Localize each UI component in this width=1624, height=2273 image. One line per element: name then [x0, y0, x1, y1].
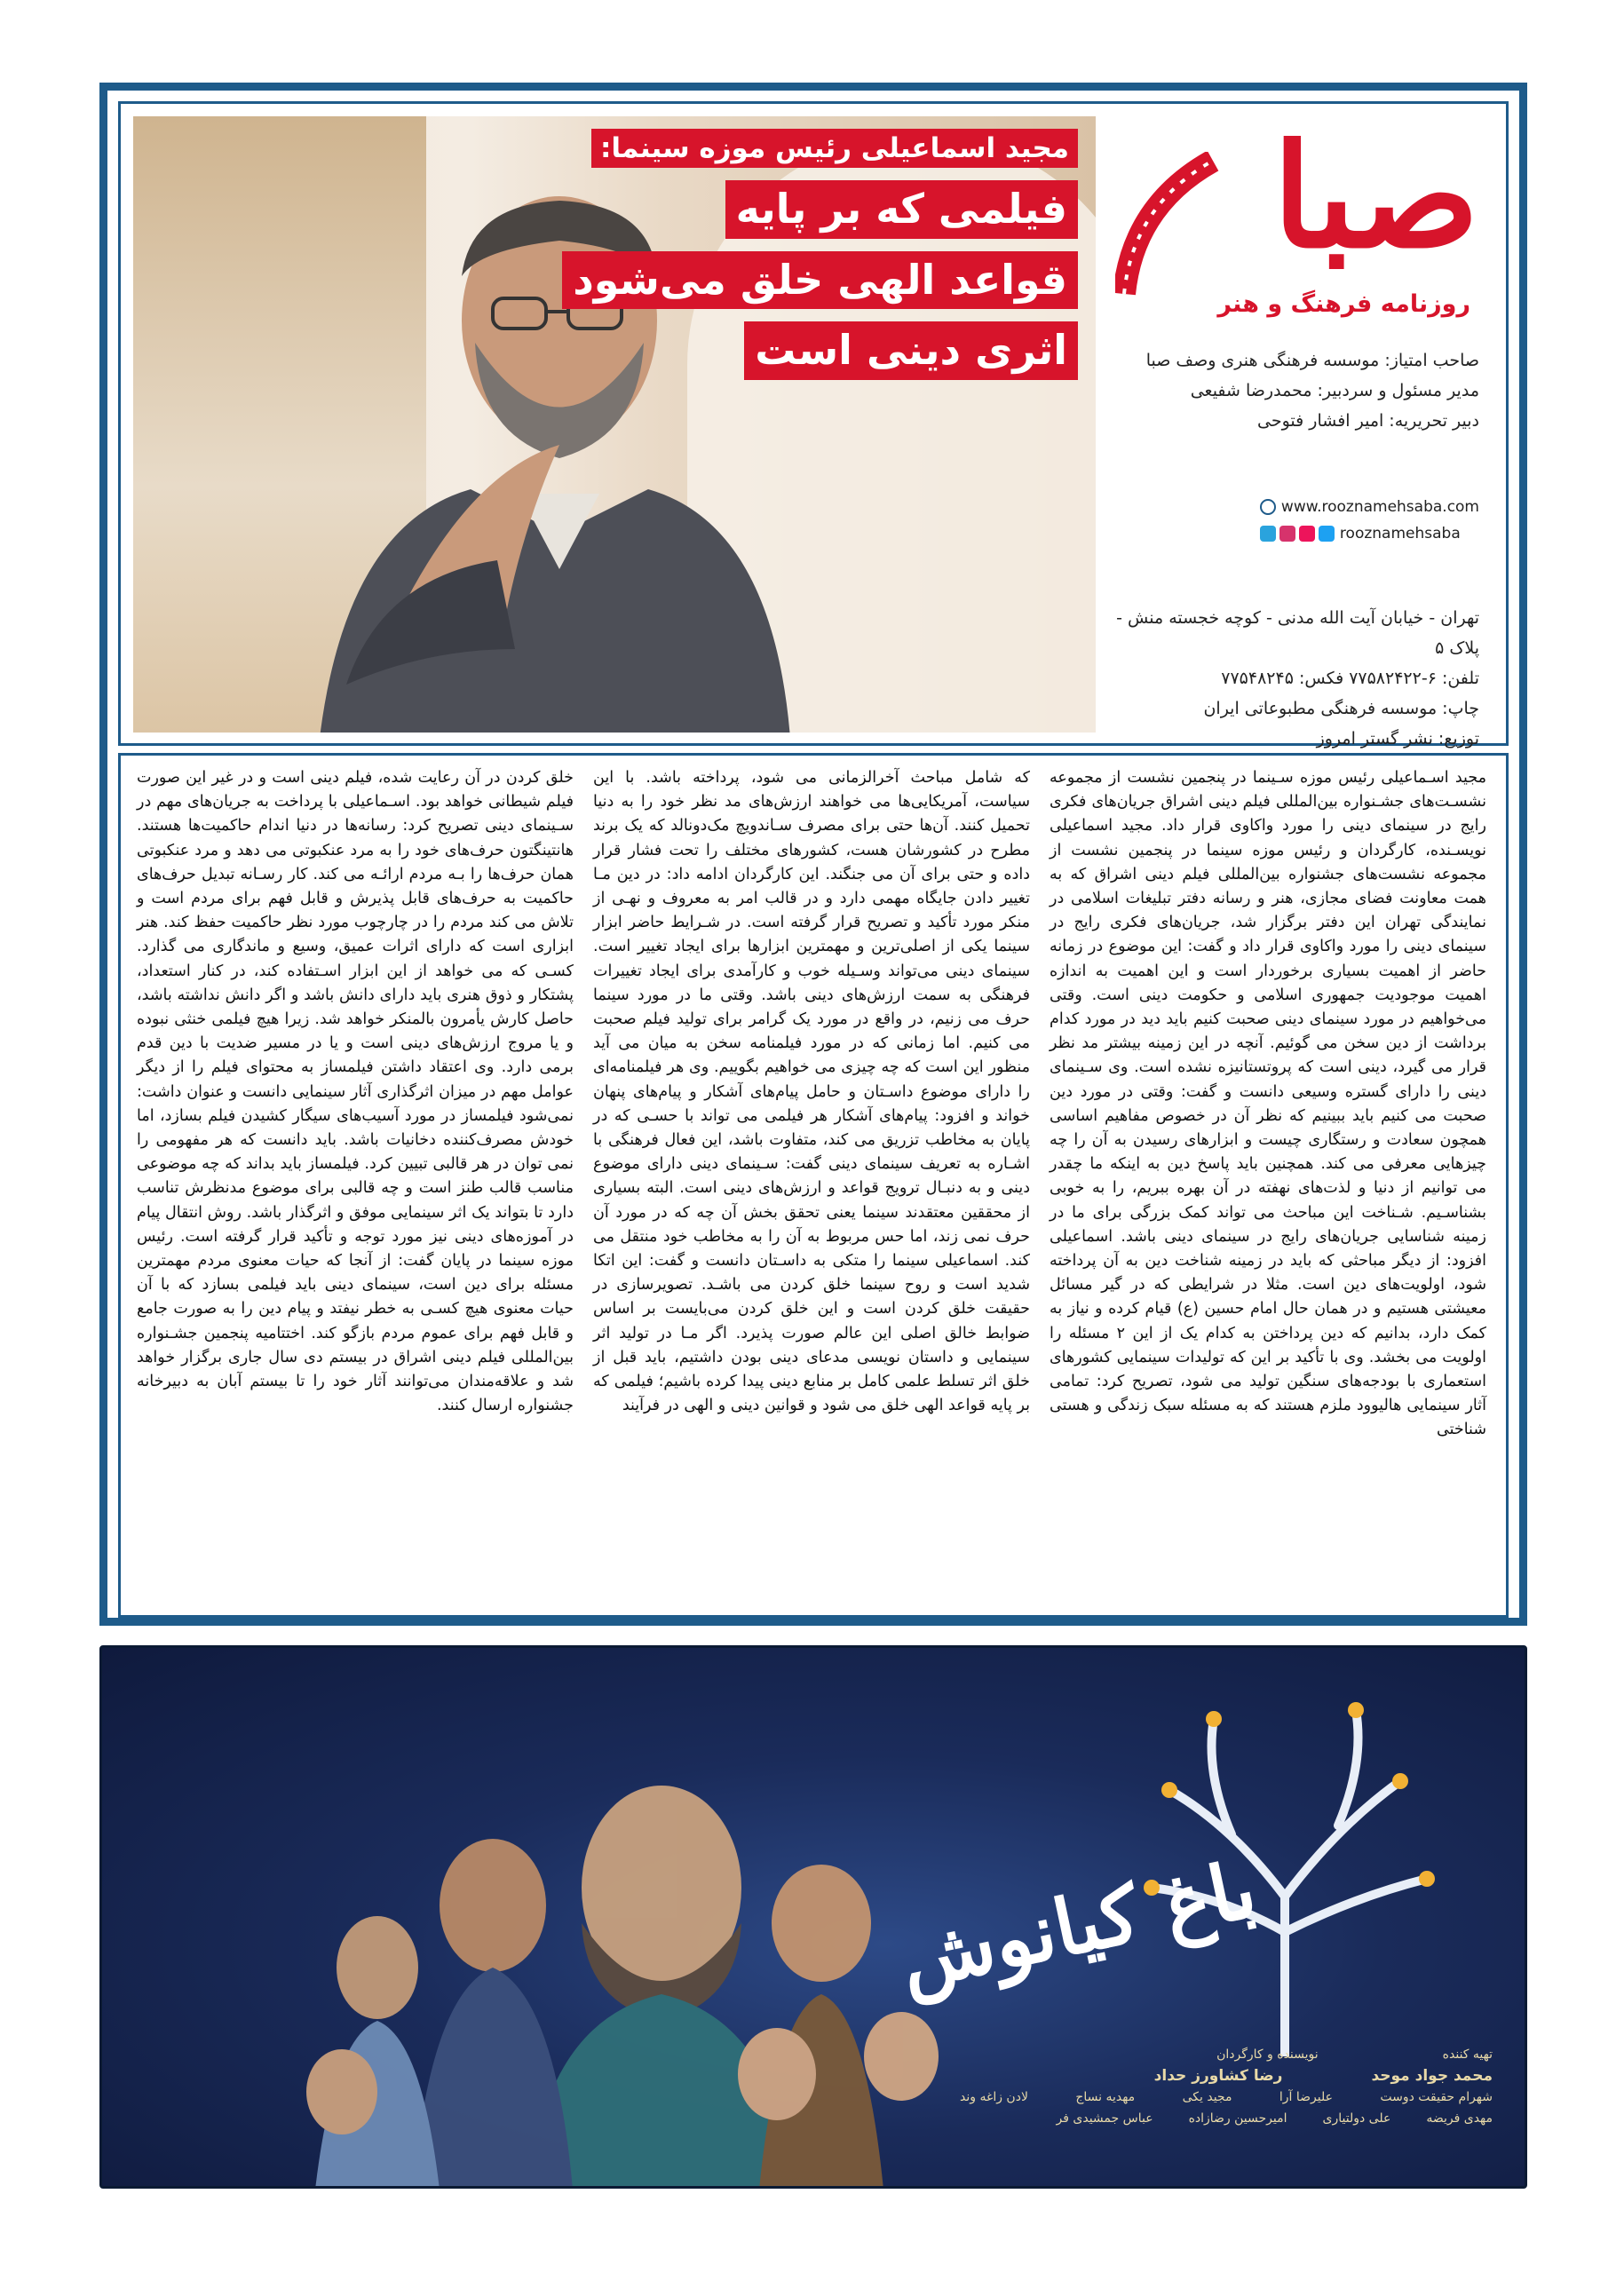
contact-address — [1096, 603, 1479, 754]
website-link[interactable]: www.rooznamehsaba.com — [1280, 498, 1479, 516]
headline-line-2: قواعد الهی خلق می‌شود — [562, 251, 1078, 310]
headline-block — [562, 129, 1078, 380]
credit-chief: دبیر تحریریه: امیر افشار فتوحی — [1257, 411, 1479, 431]
cast-name: مجید یکی — [1182, 2090, 1232, 2104]
cast-name: لادن زاغه وند — [960, 2090, 1028, 2104]
address-line: تهران - خیابان آیت الله مدنی - کوچه خجسته منش - پلاک ۵ — [1116, 608, 1479, 658]
headline-line-3: اثری دینی است — [744, 321, 1078, 380]
article-column-right — [1050, 766, 1486, 1443]
globe-icon — [1260, 499, 1276, 515]
poster-cast-illustration — [280, 1754, 1008, 2189]
credit-owner: صاحب امتیاز: موسسه فرهنگی هنری وصف صبا — [1145, 351, 1479, 370]
poster-credits — [960, 2044, 1493, 2129]
interviewee-photo — [133, 116, 1096, 733]
film-strip-icon — [1115, 152, 1222, 303]
cast-name: شهرام حقیقت دوست — [1380, 2090, 1493, 2104]
headline-line-1: فیلمی که بر پایه — [725, 180, 1078, 239]
article-column-left — [137, 766, 574, 1418]
distribution-line: توزیع: نشر گستر امروز — [1316, 729, 1479, 748]
poster-title: باغ کیانوش — [891, 1841, 1264, 2008]
twitter-icon[interactable] — [1319, 526, 1335, 542]
cast-name: علیرضا آرا — [1279, 2090, 1333, 2104]
masthead — [1096, 113, 1488, 748]
credit-name: رضا کشاورز حداد — [1153, 2067, 1283, 2085]
phone-line: تلفن: ۶-۷۷۵۸۲۴۲۲ فکس: ۷۷۵۴۸۲۴۵ — [1221, 669, 1479, 688]
instagram-icon[interactable] — [1279, 526, 1295, 542]
column-text: که شامل مباحث آخرالزمانی می شود، پرداخته باشد. با این سیاست، آمریکایی‌ها می خواهند ارزش‌های مد نظر خود را به دنیا تحمیل کنند. آن‌ها حتی برای مصرف سـاندویچ مک‌دونالد که یک برند مطرح در کشورشان هست، کشورهای مختلف را تحت فشار قرار داده و حتی برای آن می جنگند. این کارگردان ادامه داد: در دین مـا تغییر دادن جایگاه مهمی دارد و در قالب امر به معروف و نهـی از منکر مورد تأکید و تصریح قرار گرفته است. در شـرایط حاضر ابزار سینما یکی از اصلی‌ترین و مهمترین ابزارها برای ایجاد تغییر است. سینمای دینی می‌تواند وسـیله خوب و کارآمدی برای ایجاد تغییرات فرهنگی به سمت ارزش‌های دینی باشد. وقتی ما در مورد سینما حرف می زنیم، در واقع در مورد یک گرامر برای تولید فیلم صحبت می کنیم. اما زمانی که در مورد فیلمنامه سخن به میان می آید منظور این است که چه چیزی می خواهیم بگوییم. وی هر فیلمنامه‌ای را دارای موضوع داسـتان و حامل پیام‌های آشکار و پیام‌های پنهان خواند و افزود: پیام‌های آشکار هر فیلمی می تواند با حسـی که در پایان به مخاطب تزریق می کند، متفاوت باشد، این فعال فرهنگی با اشـاره به تعریف سینمای دینی گفت: سـینمای دینی دارای موضوع دینی و به دنبـال ترویج قواعد و ارزش‌های دینی است. البته بسیاری از محققین معتقدند سینما یعنی تحقق بخش آن چه که در مورد آن حرف نمی زند، اما حس مربوط به آن را به مخاطب خود منتقل می کند. اسماعیلی سینما را متکی به داسـتان دانست و گفت: این اتکا شدید است و روح سینما خلق کردن می باشـد. تصویرسازی در حقیقت خلق کردن است و این خلق کردن می‌بایست بر اساس ضوابط خالق اصلی این عالم صورت پذیرد. اگر مـا در تولید اثر سینمایی و داستان نویسی مدعای دینی بودن داشتیم، باید قبل از خلق اثر تسلط علمی کامل بر منابع دینی پیدا کرده باشیم؛ فیلمی که بر پایه قواعد الهی خلق می شود و قوانین دینی و الهی در فرآیند — [593, 769, 1030, 1415]
credit-role: نویسنده و کارگردان — [1216, 2047, 1319, 2062]
credit-editor: مدیر مسئول و سردبیر: محمدرضا شفیعی — [1190, 381, 1479, 400]
logo-wordmark: صبا — [1272, 113, 1479, 280]
cast-name: علی دولتیاری — [1322, 2111, 1391, 2126]
web-links — [1260, 498, 1479, 551]
credit-role: تهیه کننده — [1442, 2047, 1493, 2062]
cast-name: مهدیه نساج — [1075, 2090, 1136, 2104]
cast-name: امیرحسین رضازاده — [1188, 2111, 1287, 2126]
article-body — [118, 753, 1509, 1618]
logo-subtitle: روزنامه فرهنگ و هنر — [1217, 290, 1470, 318]
masthead-credits — [1146, 345, 1479, 436]
newspaper-logo — [1097, 113, 1488, 329]
column-text: خلق کردن در آن رعایت شده، فیلم دینی است و در غیر این صورت فیلم شیطانی خواهد بود. اسـماعیلی با پرداخت به جریان‌های مهم در سـینمای دینی تصریح کرد: رسانه‌ها در دنیا اندام حاکمیت‌ها هستند. هانتینگتون حرف‌های خود را به مرد عنکبوتی می دهد و مرد عنکبوتی همان حرف‌ها را بـه مردم ارائـه می کند. کار رسـانه تبدیل حرف‌های حاکمیت به حرف‌های قابل پذیرش و قابل فهم برای مردم است و تلاش می کند مردم را در چارچوب مورد نظر حاکمیت حفظ کند. هنر ابزاری است که دارای اثرات عمیق، وسیع و ماندگاری می گذارد. کسـی که می خواهد از این ابزار اسـتفاده کند، در کنار استعداد، پشتکار و ذوق هنری باید دارای دانش باشد و اگر دانش نداشته باشد، حاصل کارش یأمرون بالمنکر خواهد شد. زیرا هیچ فیلمی خنثی نبوده و یا مروج ارزش‌های دینی است و یا در مسیر ضدیت با دین قدم برمی دارد. وی اعتقاد داشتن فیلمساز به محتوای فیلم را از دیگر عوامل مهم در میزان اثرگذاری آثار سینمایی دانست و عنوان داشت: نمی‌شود فیلمساز در مورد آسیب‌های سیگار کشیدن فیلم بسازد، اما خودش مصرف‌کننده دخانیات باشد. باید دانست که هر مفهومی را نمی توان در هر قالبی تبیین کرد. فیلمساز باید بداند که چه موضوعی مناسب قالب طنز است و چه قالبی برای موضوع مدنظرش تناسب دارد تا بتواند یک اثر سینمایی موفق و اثرگذار باشد. روش انتقال پیام در آموزه‌های دینی نیز مورد توجه و تأکید قرار گرفته است. رئیس موزه سینما در پایان گفت: از آنجا که حیات معنوی مردم مهمترین مسئله برای دین است، سینمای دینی باید فیلمی بسازد که با آن حیات معنوی هیچ کسـی به خطر نیفتد و پیام دین را به صورت جامع و قابل فهم برای عموم مردم بازگو کند. اختتامیه پنجمین جشـنواره بین‌المللی فیلم دینی اشراق در بیستم دی سال جاری برگزار خواهد شد و علاقه‌مندان می‌توانند آثار خود را تا بیستم آبان به دبیرخانه جشنواره ارسال کنند. — [137, 769, 574, 1415]
column-text: مجید اسـماعیلی رئیس موزه سـینما در پنجمین نشست از مجموعه نشسـت‌های جشـنواره بین‌المللی فیلم دینی اشراق جریان‌های فکری رایج در سینمای دینی را مورد واکاوی قرار داد. مجید اسماعیلی نویسـنده، کارگردان و رئیس موزه سینما در پنجمین نشست از مجموعه نشست‌های جشنواره بین‌المللی فیلم دینی اشراق که به همت معاونت فضای مجازی، هنر و رسانه دفتر تبلیغات اسلامی در نمایندگی تهران این دفتر برگزار شد، جریان‌های فکری رایج در سینمای دینی را مورد واکاوی قرار داد و گفت: این موضوع در زمانه حاضر از اهمیت بسیاری برخوردار است و این اهمیت به اندازه اهمیت موجودیت جمهوری اسلامی و حکومت دینی است. وقتی می‌خواهیم در مورد سینمای دینی صحبت کنیم باید دید در مورد کدام برداشت از دین سخن می گوئیم. آنچه در این زمینه بیشتر مد نظر قرار می گیرد، دینی است که پروتستانیزه نشده است. وی سـینمای دینی را دارای گستره وسیعی دانست و گفت: وقتی در مورد دین صحبت می کنیم باید ببینیم که نظر آن در خصوص مفاهیم اساسی همچون سعادت و رستگاری چیست و ابزارهای رسیدن به آن را چه چیزهایی معرفی می کند. همچنین باید پاسخ دین به اینکه ما چقدر می توانیم از دنیا و لذت‌های نهفته در آن بهره ببریم، را به خوبی بشناسـیم. شـناخت این مباحث می تواند کمک بزرگی برای ما در زمینه شناسایی جریان‌های رایج در سینمای دینی باشد. اسماعیلی افزود: از دیگر مباحثی که باید در زمینه شناخت دین به آن پرداخته شود، اولویت‌های دین است. مثلا در شرایطی که در گیر مسائل معیشتی هستیم و در همان حال امام حسین (ع) قیام کرده و نیاز به کمک دارد، بدانیم که دین پرداختن به کدام یک از این ۲ مسئله را اولویت می بخشد. وی با تأکید بر این که تولیدات سینمایی کشورهای استعماری با بودجه‌های سنگین تولید می شود، تصریح کرد: تمامی آثار سینمایی هالیوود ملزم هستند که به مسئله سبک زندگی و هستی شناختی — [1050, 769, 1486, 1439]
cast-name: عباس جمشیدی فر — [1056, 2111, 1153, 2126]
aparat-icon[interactable] — [1299, 526, 1315, 542]
cast-name: مهدی فریضه — [1426, 2111, 1493, 2126]
social-handle[interactable]: rooznamehsaba — [1339, 525, 1461, 543]
headline-kicker: مجید اسماعیلی رئیس موزه سینما: — [591, 129, 1078, 168]
telegram-icon[interactable] — [1260, 526, 1276, 542]
header-box — [118, 101, 1509, 746]
print-line: چاپ: موسسه فرهنگی مطبوعاتی ایران — [1203, 699, 1479, 718]
film-poster-ad — [99, 1645, 1527, 2189]
article-frame — [99, 83, 1527, 1626]
credit-name: محمد جواد موحد — [1371, 2067, 1493, 2085]
article-column-middle — [593, 766, 1030, 1418]
